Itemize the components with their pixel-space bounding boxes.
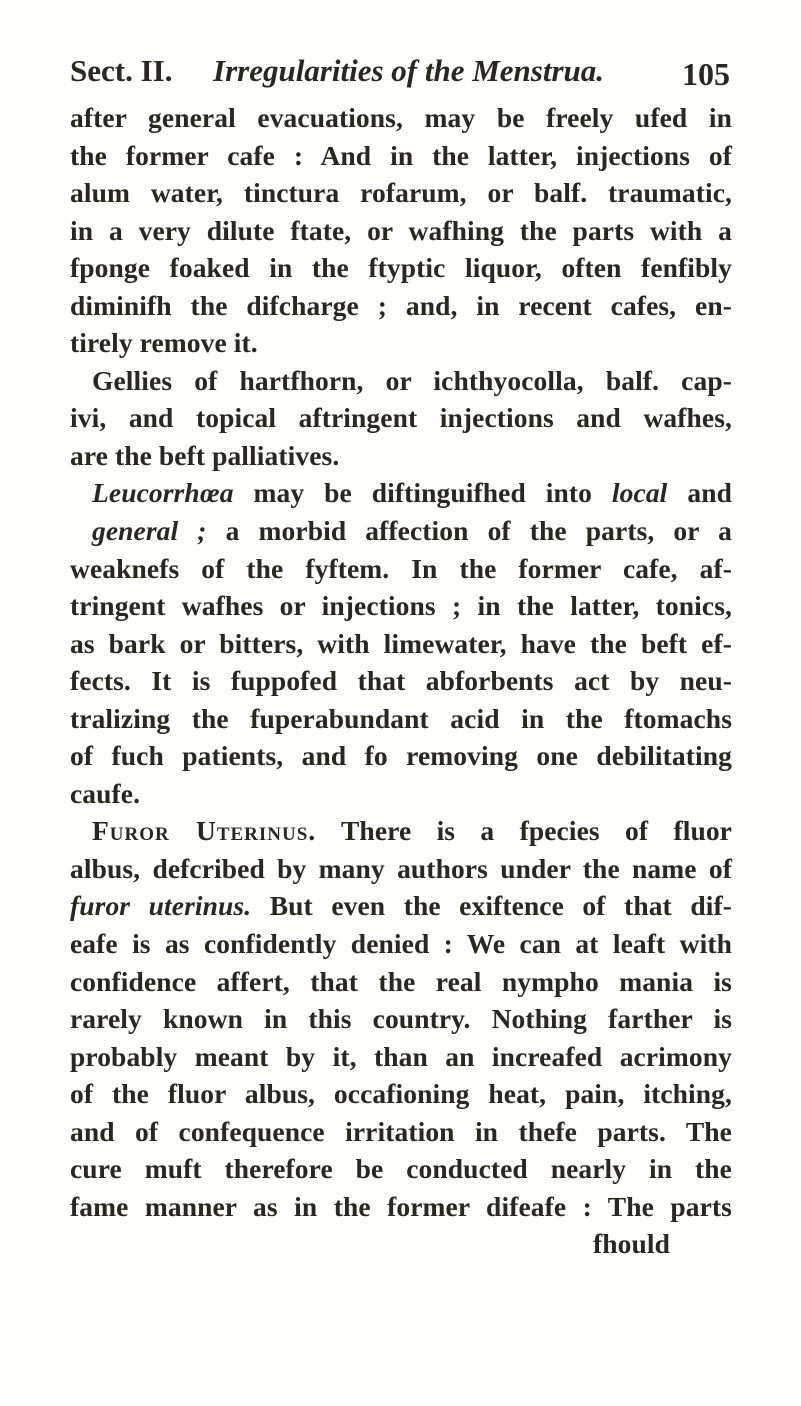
text-run: diminifh the difcharge ; and, in recent cafes, en-: [70, 289, 732, 321]
text-line: [70, 963, 732, 1001]
text-run: a morbid affection of the parts, or a: [206, 515, 732, 547]
text-run: as bark or bitters, with limewater, have the beft ef-: [70, 627, 732, 659]
text-run: tringent wafhes or injections ; in the latter, tonics,: [70, 590, 732, 622]
text-line: [70, 775, 732, 813]
text-run: and of confequence irritation in thefe parts. The: [70, 1115, 732, 1147]
text-run: weaknefs of the fyftem. In the former cafe, af-: [70, 552, 732, 584]
text-line: [70, 1188, 732, 1226]
text-run: rarely known in this country. Nothing farther is: [70, 1003, 732, 1035]
text-line: [70, 812, 732, 850]
text-line: [70, 1113, 732, 1151]
catchword: [70, 1225, 732, 1263]
section-number: Sect. II.: [70, 53, 173, 88]
running-title: Irregularities of the Menstrua.: [213, 53, 605, 88]
text-run: are the beft palliatives.: [70, 439, 340, 471]
text-line: [70, 137, 732, 175]
text-run: after general evacuations, may be freely ufed in: [70, 102, 732, 133]
text-run: Leucorrhœa: [92, 477, 234, 509]
text-run: ivi, and topical aftringent injections and wafhes,: [70, 402, 732, 434]
text-line: [70, 399, 732, 437]
text-line: [70, 362, 732, 400]
text-line: [70, 700, 732, 738]
text-run: of fuch patients, and fo removing one debilitating: [70, 740, 732, 772]
text-line: [70, 212, 732, 250]
text-run: tralizing the fuperabundant acid in the ftomachs: [70, 702, 732, 734]
page-number: 105: [682, 56, 730, 92]
text-line: [70, 437, 732, 475]
text-run: cure muft therefore be conducted nearly in the: [70, 1153, 732, 1185]
text-run: confidence affert, that the real nympho mania is: [70, 965, 732, 997]
text-run: general ;: [92, 515, 207, 547]
text-line: [70, 1038, 732, 1076]
text-run: alum water, tinctura rofarum, or balf. traumatic,: [70, 177, 732, 209]
text-line: [70, 99, 732, 137]
text-line: [70, 737, 732, 775]
text-run: But even the exiftence of that dif-: [251, 890, 732, 922]
text-run: caufe.: [70, 777, 141, 809]
text-run: fhould: [592, 1228, 670, 1260]
text-run: furor uterinus.: [70, 890, 252, 922]
text-line: [70, 550, 732, 588]
text-run: fponge foaked in the ftyptic liquor, often fenfibly: [70, 252, 732, 284]
text-line: [70, 850, 732, 888]
text-line: [70, 925, 732, 963]
text-run: may be diftinguifhed into: [233, 477, 612, 509]
body-text: [70, 99, 732, 1263]
text-run: albus, defcribed by many authors under the name of: [70, 852, 732, 884]
text-line: [70, 287, 732, 325]
text-line: [70, 1000, 732, 1038]
text-run: in a very dilute ftate, or wafhing the parts with a: [70, 214, 732, 246]
text-line: [70, 1150, 732, 1188]
text-line: [70, 1075, 732, 1113]
text-line: [70, 324, 732, 362]
text-run: fame manner as in the former difeafe : The parts: [70, 1190, 732, 1222]
text-run: eafe is as confidently denied : We can at leaft with: [70, 928, 732, 960]
text-line: [70, 662, 732, 700]
text-run: There is a fpecies of fluor: [316, 815, 732, 847]
text-line: [70, 174, 732, 212]
text-run: of the fluor albus, occafioning heat, pain, itching,: [70, 1078, 732, 1110]
text-line: [70, 887, 732, 925]
text-line: [70, 587, 732, 625]
text-line: [70, 512, 732, 550]
text-run: Furor Uterinus.: [92, 815, 317, 847]
text-run: and: [667, 477, 732, 509]
text-line: [70, 625, 732, 663]
running-header: [70, 46, 730, 96]
text-run: tirely remove it.: [70, 327, 258, 359]
text-run: local: [611, 477, 668, 509]
text-run: fects. It is fuppofed that abforbents act by neu-: [70, 665, 732, 697]
text-line: [70, 249, 732, 287]
text-run: probably meant by it, than an increafed acrimony: [70, 1040, 732, 1072]
text-line: [70, 474, 732, 512]
text-run: Gellies of hartfhorn, or ichthyocolla, balf. cap-: [92, 364, 732, 396]
text-run: the former cafe : And in the latter, injections of: [70, 139, 732, 171]
